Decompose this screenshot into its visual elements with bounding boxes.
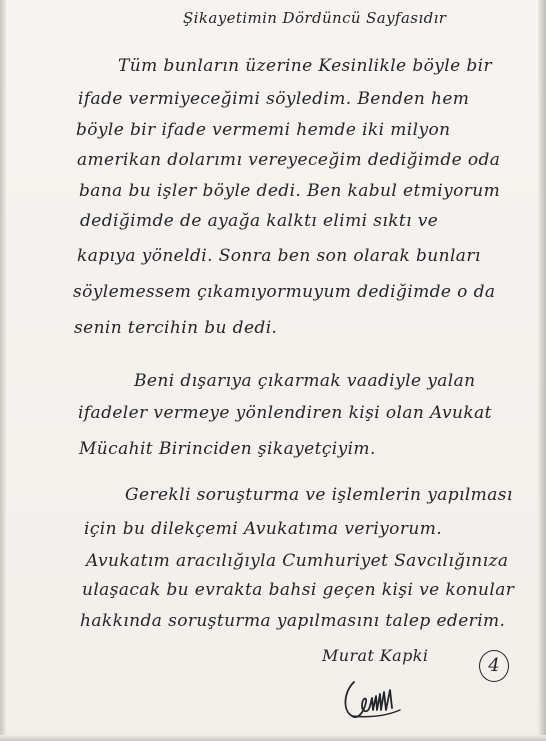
text-line: Mücahit Birinciden şikayetçiyim. (79, 439, 376, 459)
signer-name: Murat Kapki (322, 646, 429, 665)
text-line: Avukatım aracılığıyla Cumhuriyet Savcılığınıza (86, 551, 509, 571)
text-line: ifadeler vermeye yönlendiren kişi olan Avukat (78, 403, 492, 423)
page-edge-left (0, 0, 6, 741)
text-line: Tüm bunların üzerine Kesinlikle böyle bir (118, 56, 492, 76)
text-line: söylemessem çıkamıyormuyum dediğimde o da (73, 282, 496, 302)
text-line: için bu dilekçemi Avukatıma veriyorum. (84, 519, 443, 539)
text-line: hakkında soruşturma yapılmasını talep ederim. (80, 611, 506, 631)
handwritten-signature (340, 672, 410, 722)
page-edge-bottom (0, 735, 546, 741)
text-line: ulaşacak bu evrakta bahsi geçen kişi ve konular (82, 580, 515, 600)
text-line: amerikan dolarımı vereyeceğim dediğimde oda (77, 150, 501, 170)
text-line: böyle bir ifade vermemi hemde iki milyon (76, 120, 451, 140)
text-line: Gerekli soruşturma ve işlemlerin yapılması (125, 485, 513, 505)
page-heading: Şikayetimin Dördüncü Sayfasıdır (183, 9, 447, 27)
page-edge-right (538, 0, 546, 741)
page-number: 4 (479, 650, 509, 682)
text-line: ifade vermiyeceğimi söyledim. Benden hem (78, 89, 470, 109)
text-line: dediğimde de ayağa kalktı elimi sıktı ve (80, 211, 439, 231)
text-line: senin tercihin bu dedi. (74, 318, 278, 338)
text-line: kapıya yöneldi. Sonra ben son olarak bunları (77, 246, 481, 266)
text-line: bana bu işler böyle dedi. Ben kabul etmiyorum (79, 181, 501, 201)
text-line: Beni dışarıya çıkarmak vaadiyle yalan (134, 371, 476, 391)
